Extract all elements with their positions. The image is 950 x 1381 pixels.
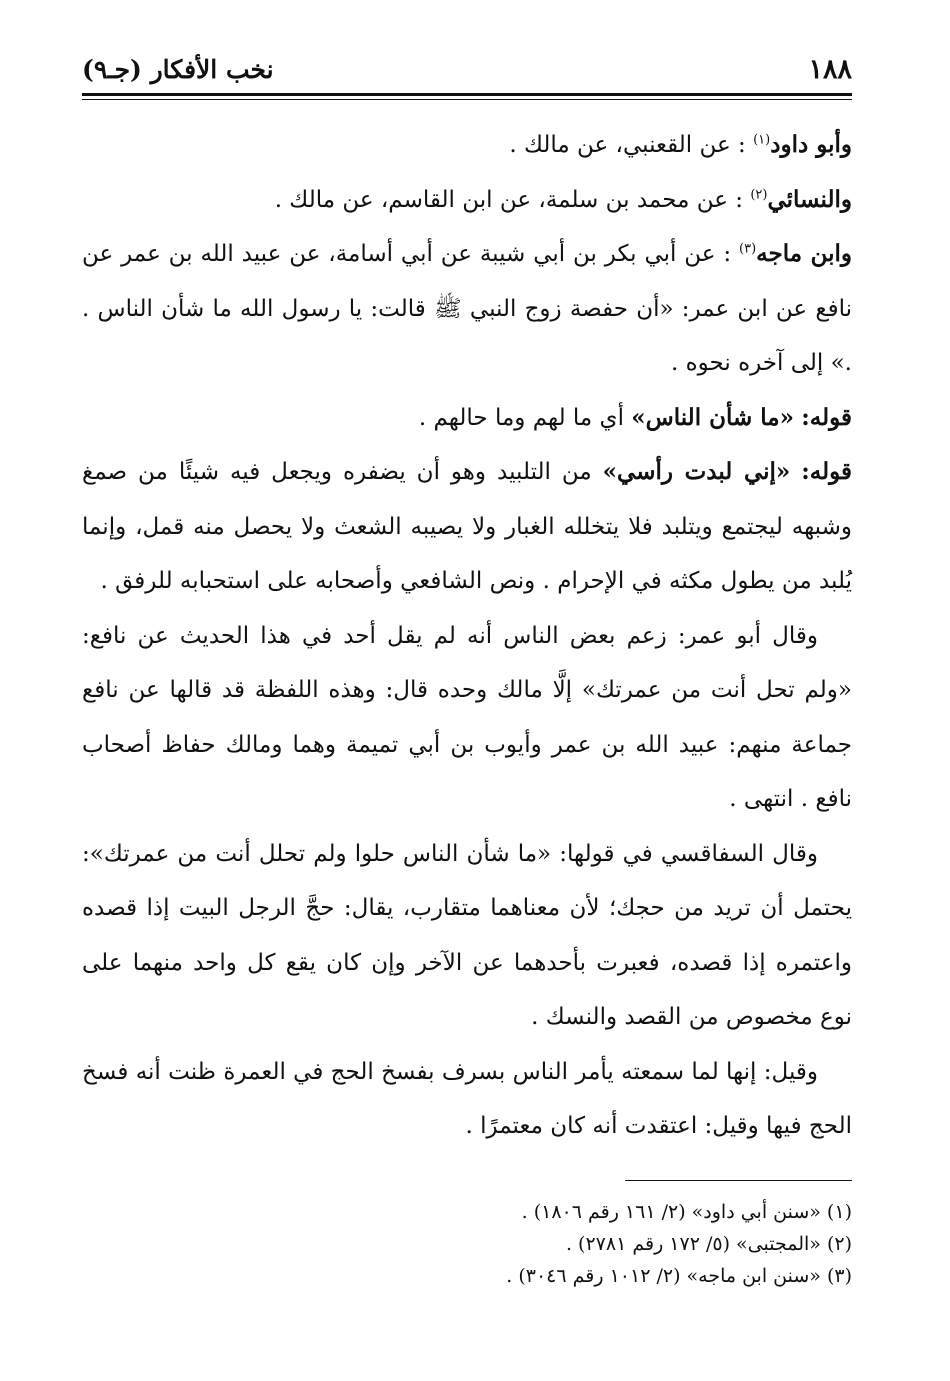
footnote-item: (٢) «المجتبى» (٥/ ١٧٢ رقم ٢٧٨١) .: [565, 1233, 852, 1255]
quoted-phrase: «إني لبدت رأسي»: [602, 458, 791, 485]
paragraph-abu-umar: [82, 609, 852, 827]
paragraph-lead: قوله:: [801, 458, 852, 485]
paragraph-nasai: [82, 173, 852, 228]
footnote-item: (١) «سنن أبي داود» (٢/ ١٦١ رقم ١٨٠٦) .: [521, 1201, 852, 1223]
footnote-ref: (١): [753, 132, 771, 148]
page-number: ١٨٨: [808, 54, 852, 85]
paragraph-text: وقيل: إنها لما سمعته يأمر الناس بسرف بفسخ الحج في العمرة ظنت أنه فسخ الحج فيها وقيل: اعتقدت أنه كان معتمرًا .: [82, 1058, 852, 1139]
paragraph-text: : عن أبي بكر بن أبي شيبة عن أبي أسامة، عن عبيد الله بن عمر عن نافع عن ابن عمر: «أن حفصة زوج النبي ﷺ قالت: يا رسول الله ما شأن الناس . .» إلى آخره نحوه .: [82, 241, 852, 376]
paragraph-text: من التلبيد وهو أن يضفره ويجعل فيه شيئًا من صمغ وشبهه ليجتمع ويتلبد فلا يتخلله الغبار ولا يصيبه الشعث ولا يحصل منه قمل، وإنما يُلبد من يطول مكثه في الإحرام . ونص الشافعي وأصحابه على استحبابه للرفق .: [82, 459, 852, 594]
footnote-item: (٣) «سنن ابن ماجه» (٢/ ١٠١٢ رقم ٣٠٤٦) .: [506, 1265, 852, 1287]
paragraph-qawluhu-2: [82, 445, 852, 609]
paragraph-text: : عن محمد بن سلمة، عن ابن القاسم، عن مالك .: [274, 186, 743, 213]
footnotes: [82, 1196, 852, 1292]
paragraph-abu-dawud: [82, 118, 852, 173]
quoted-phrase: «ما شأن الناس»: [631, 403, 794, 431]
footnote-ref: (٣): [739, 241, 757, 257]
paragraph-text: وقال السفاقسي في قولها: «ما شأن الناس حلوا ولم تحلل أنت من عمرتك»: يحتمل أن تريد من حجك؛ لأن معناهما متقارب، يقال: حجَّ الرجل البيت إذا قصده واعتمره إذا قصده، فعبرت بأحدهما عن الآخر وإن كان يقع كل واحد منهما على نوع مخصوص من القصد والنسك .: [82, 840, 852, 1030]
footnote-rule: [625, 1180, 852, 1181]
footnote-ref: (٢): [750, 186, 768, 202]
paragraph-text: أي ما لهم وما حالهم .: [418, 404, 624, 431]
paragraph-qila: [82, 1045, 852, 1154]
paragraph-text: وقال أبو عمر: زعم بعض الناس أنه لم يقل أحد في هذا الحديث عن نافع: «ولم تحل أنت من عمرتك» إلَّا مالك وحده قال: وهذه اللفظة قد قالها عن نافع جماعة منهم: عبيد الله بن عمر وأيوب بن أبي تميمة وهما ومالك حفاظ أصحاب نافع . انتهى .: [82, 622, 852, 812]
paragraph-lead: والنسائي: [767, 185, 852, 213]
paragraph-text: : عن القعنبي، عن مالك .: [509, 132, 746, 158]
paragraph-lead: وأبو داود: [770, 131, 852, 158]
page-body: [82, 118, 852, 1154]
paragraph-lead: وابن ماجه: [756, 240, 853, 267]
paragraph-lead: قوله:: [801, 403, 852, 431]
page-header: [82, 54, 852, 86]
paragraph-qawluhu-1: [82, 391, 852, 446]
header-rule: [82, 93, 852, 100]
paragraph-safaqusi: [82, 827, 852, 1045]
book-title: نخب الأفكار (جـ٩): [82, 55, 274, 84]
paragraph-ibn-majah: [82, 227, 852, 391]
